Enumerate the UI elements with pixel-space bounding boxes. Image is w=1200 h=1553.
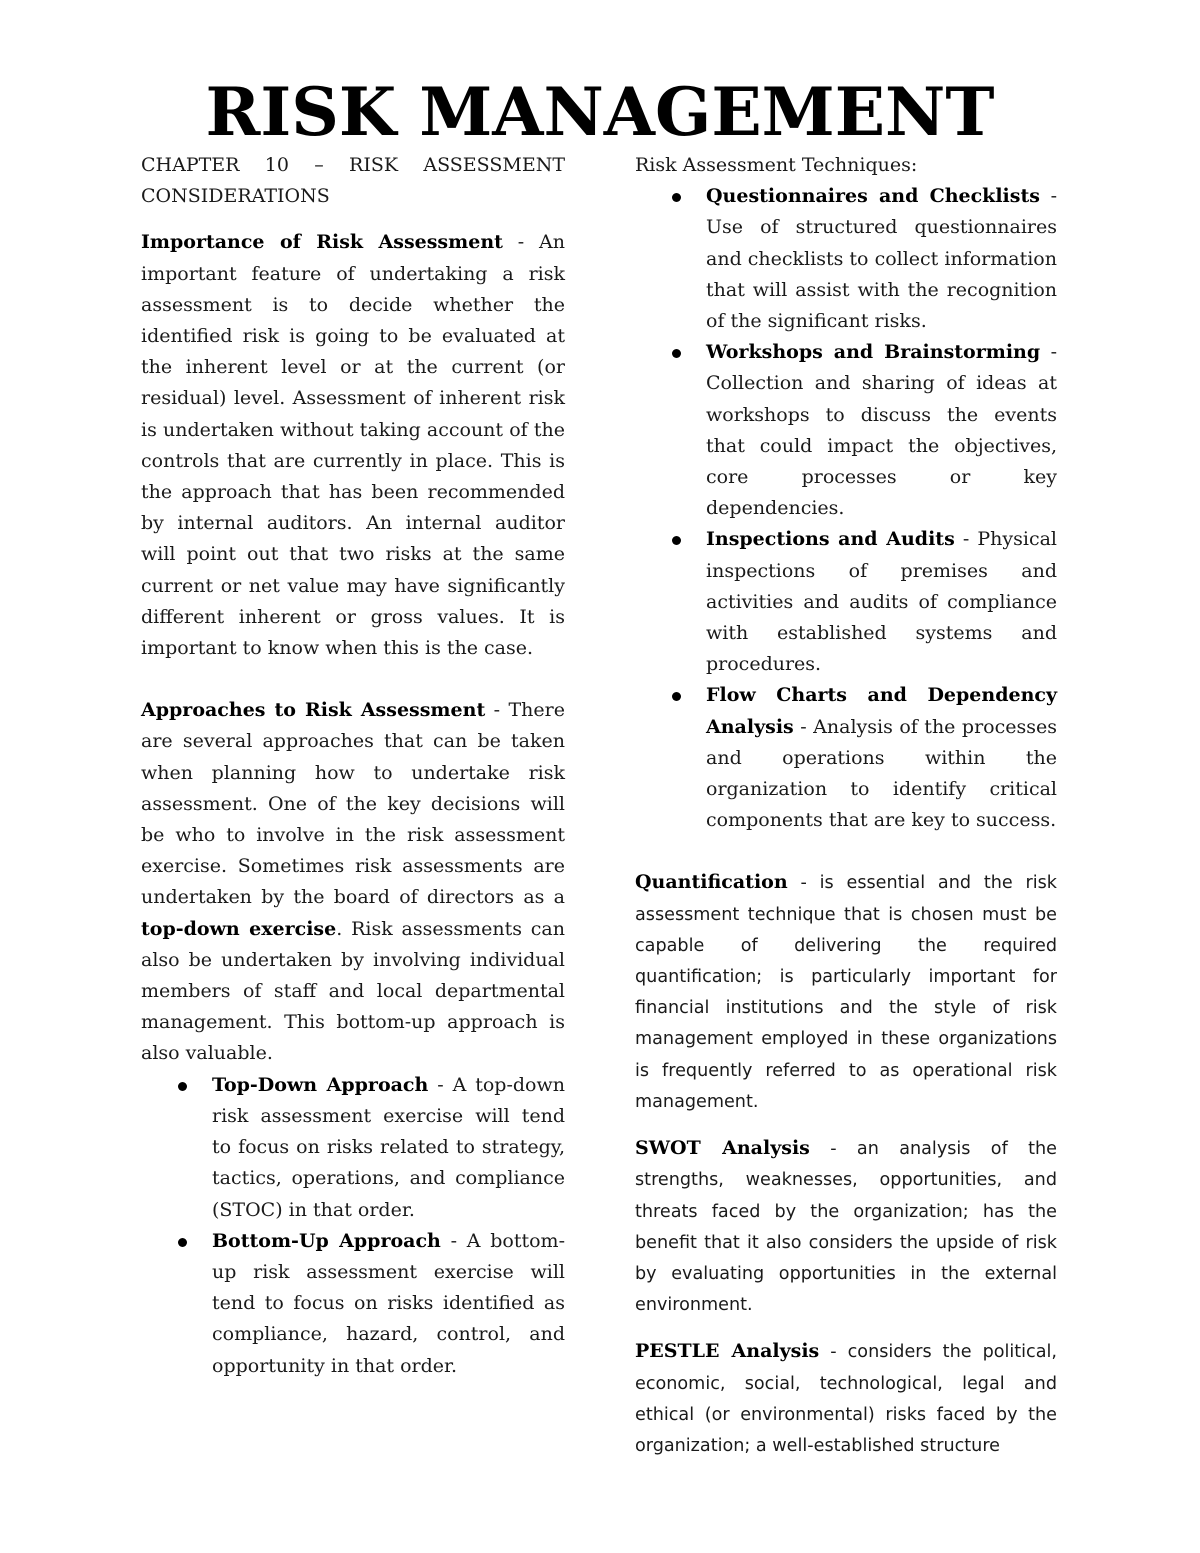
list-item-body: - Physical inspections of premises and activities and audits of compliance with established systems and procedures. (706, 528, 1057, 676)
list-item (635, 181, 1057, 337)
list-item (141, 1070, 565, 1226)
techniques-list (635, 181, 1057, 836)
techniques-heading: Risk Assessment Techniques: (635, 154, 918, 176)
approaches-body-2: . Risk assessments can also be undertaken by involving individual members of staff and local departmental management. This bottom-up approach is also valuable. (141, 917, 565, 1065)
importance-body: - An important feature of undertaking a risk assessment is to decide whether the identified risk is going to be evaluated at the inherent level or at the current (or residual) level. Assessment of inherent risk is undertaken without taking account of the controls that are currently in place. This is the approach that has been recommended by internal auditors. An internal auditor will point out that two risks at the same current or net value may have significantly different inherent or gross values. It is important to know when this is the case. (141, 231, 565, 660)
approaches-body-1: - There are several approaches that can be taken when planning how to undertake risk assessment. One of the key decisions will be who to involve in the risk assessment exercise. Sometimes risk assessments are undertaken by the board of directors as a (141, 699, 565, 909)
importance-paragraph (141, 227, 565, 664)
swot-paragraph (635, 1133, 1057, 1321)
list-item (635, 524, 1057, 680)
bullet-icon (672, 349, 681, 358)
pestle-body: - considers the political, economic, social, technological, legal and ethical (or environmental) risks faced by the organization; a well-established structure (635, 1342, 1057, 1456)
pestle-heading: PESTLE Analysis (635, 1340, 820, 1363)
approaches-list (141, 1070, 565, 1382)
list-item-body: - Collection and sharing of ideas at workshops to discuss the events that could impact the objectives, core processes or key dependencies. (706, 341, 1057, 520)
list-item-body: - A top-down risk assessment exercise will tend to focus on risks related to strategy, tactics, operations, and compliance (STOC) in that order. (212, 1073, 565, 1221)
right-column (635, 150, 1057, 1462)
swot-heading: SWOT Analysis (635, 1137, 810, 1160)
list-item-heading: Questionnaires and Checklists (706, 185, 1040, 208)
list-item-heading: Flow Charts and Dependency Analysis (706, 684, 1057, 738)
list-item-heading: Workshops and Brainstorming (706, 341, 1041, 364)
list-item-heading: Inspections and Audits (706, 528, 955, 551)
importance-heading: Importance of Risk Assessment (141, 231, 503, 254)
list-item-body: - Analysis of the processes and operations within the organization to identify critical components that are key to success. (706, 715, 1057, 832)
bullet-icon (178, 1082, 187, 1091)
bullet-icon (672, 536, 681, 545)
quantification-body: - is essential and the risk assessment technique that is chosen must be capable of delivering the required quantification; is particularly important for financial institutions and the style of risk management employed in these organizations is frequently referred to as operational risk management. (635, 873, 1057, 1112)
chapter-heading: CHAPTER 10 – RISK ASSESSMENT CONSIDERATIONS (141, 154, 565, 208)
page-title: RISK MANAGEMENT (205, 73, 995, 151)
left-column (141, 150, 565, 1382)
quantification-heading: Quantification (635, 871, 788, 894)
list-item-body: - A bottom-up risk assessment exercise will tend to focus on risks identified as compliance, hazard, control, and opportunity in that order. (212, 1229, 565, 1377)
bullet-icon (178, 1238, 187, 1247)
approaches-heading: Approaches to Risk Assessment (141, 699, 486, 722)
bullet-icon (672, 193, 681, 202)
list-item (635, 680, 1057, 836)
list-item-body: - Use of structured questionnaires and checklists to collect information that will assist with the recognition of the significant risks. (706, 185, 1057, 333)
list-item (635, 337, 1057, 524)
list-item-heading: Top-Down Approach (212, 1073, 429, 1096)
quantification-paragraph (635, 867, 1057, 1118)
top-down-exercise-term: top-down exercise (141, 917, 337, 940)
list-item-heading: Bottom-Up Approach (212, 1229, 441, 1252)
bullet-icon (672, 692, 681, 701)
approaches-paragraph (141, 695, 565, 1069)
swot-body: - an analysis of the strengths, weaknesses, opportunities, and threats faced by the organization; has the benefit that it also considers the upside of risk by evaluating opportunities in the external environment. (635, 1139, 1057, 1316)
list-item (141, 1226, 565, 1382)
pestle-paragraph (635, 1336, 1057, 1462)
